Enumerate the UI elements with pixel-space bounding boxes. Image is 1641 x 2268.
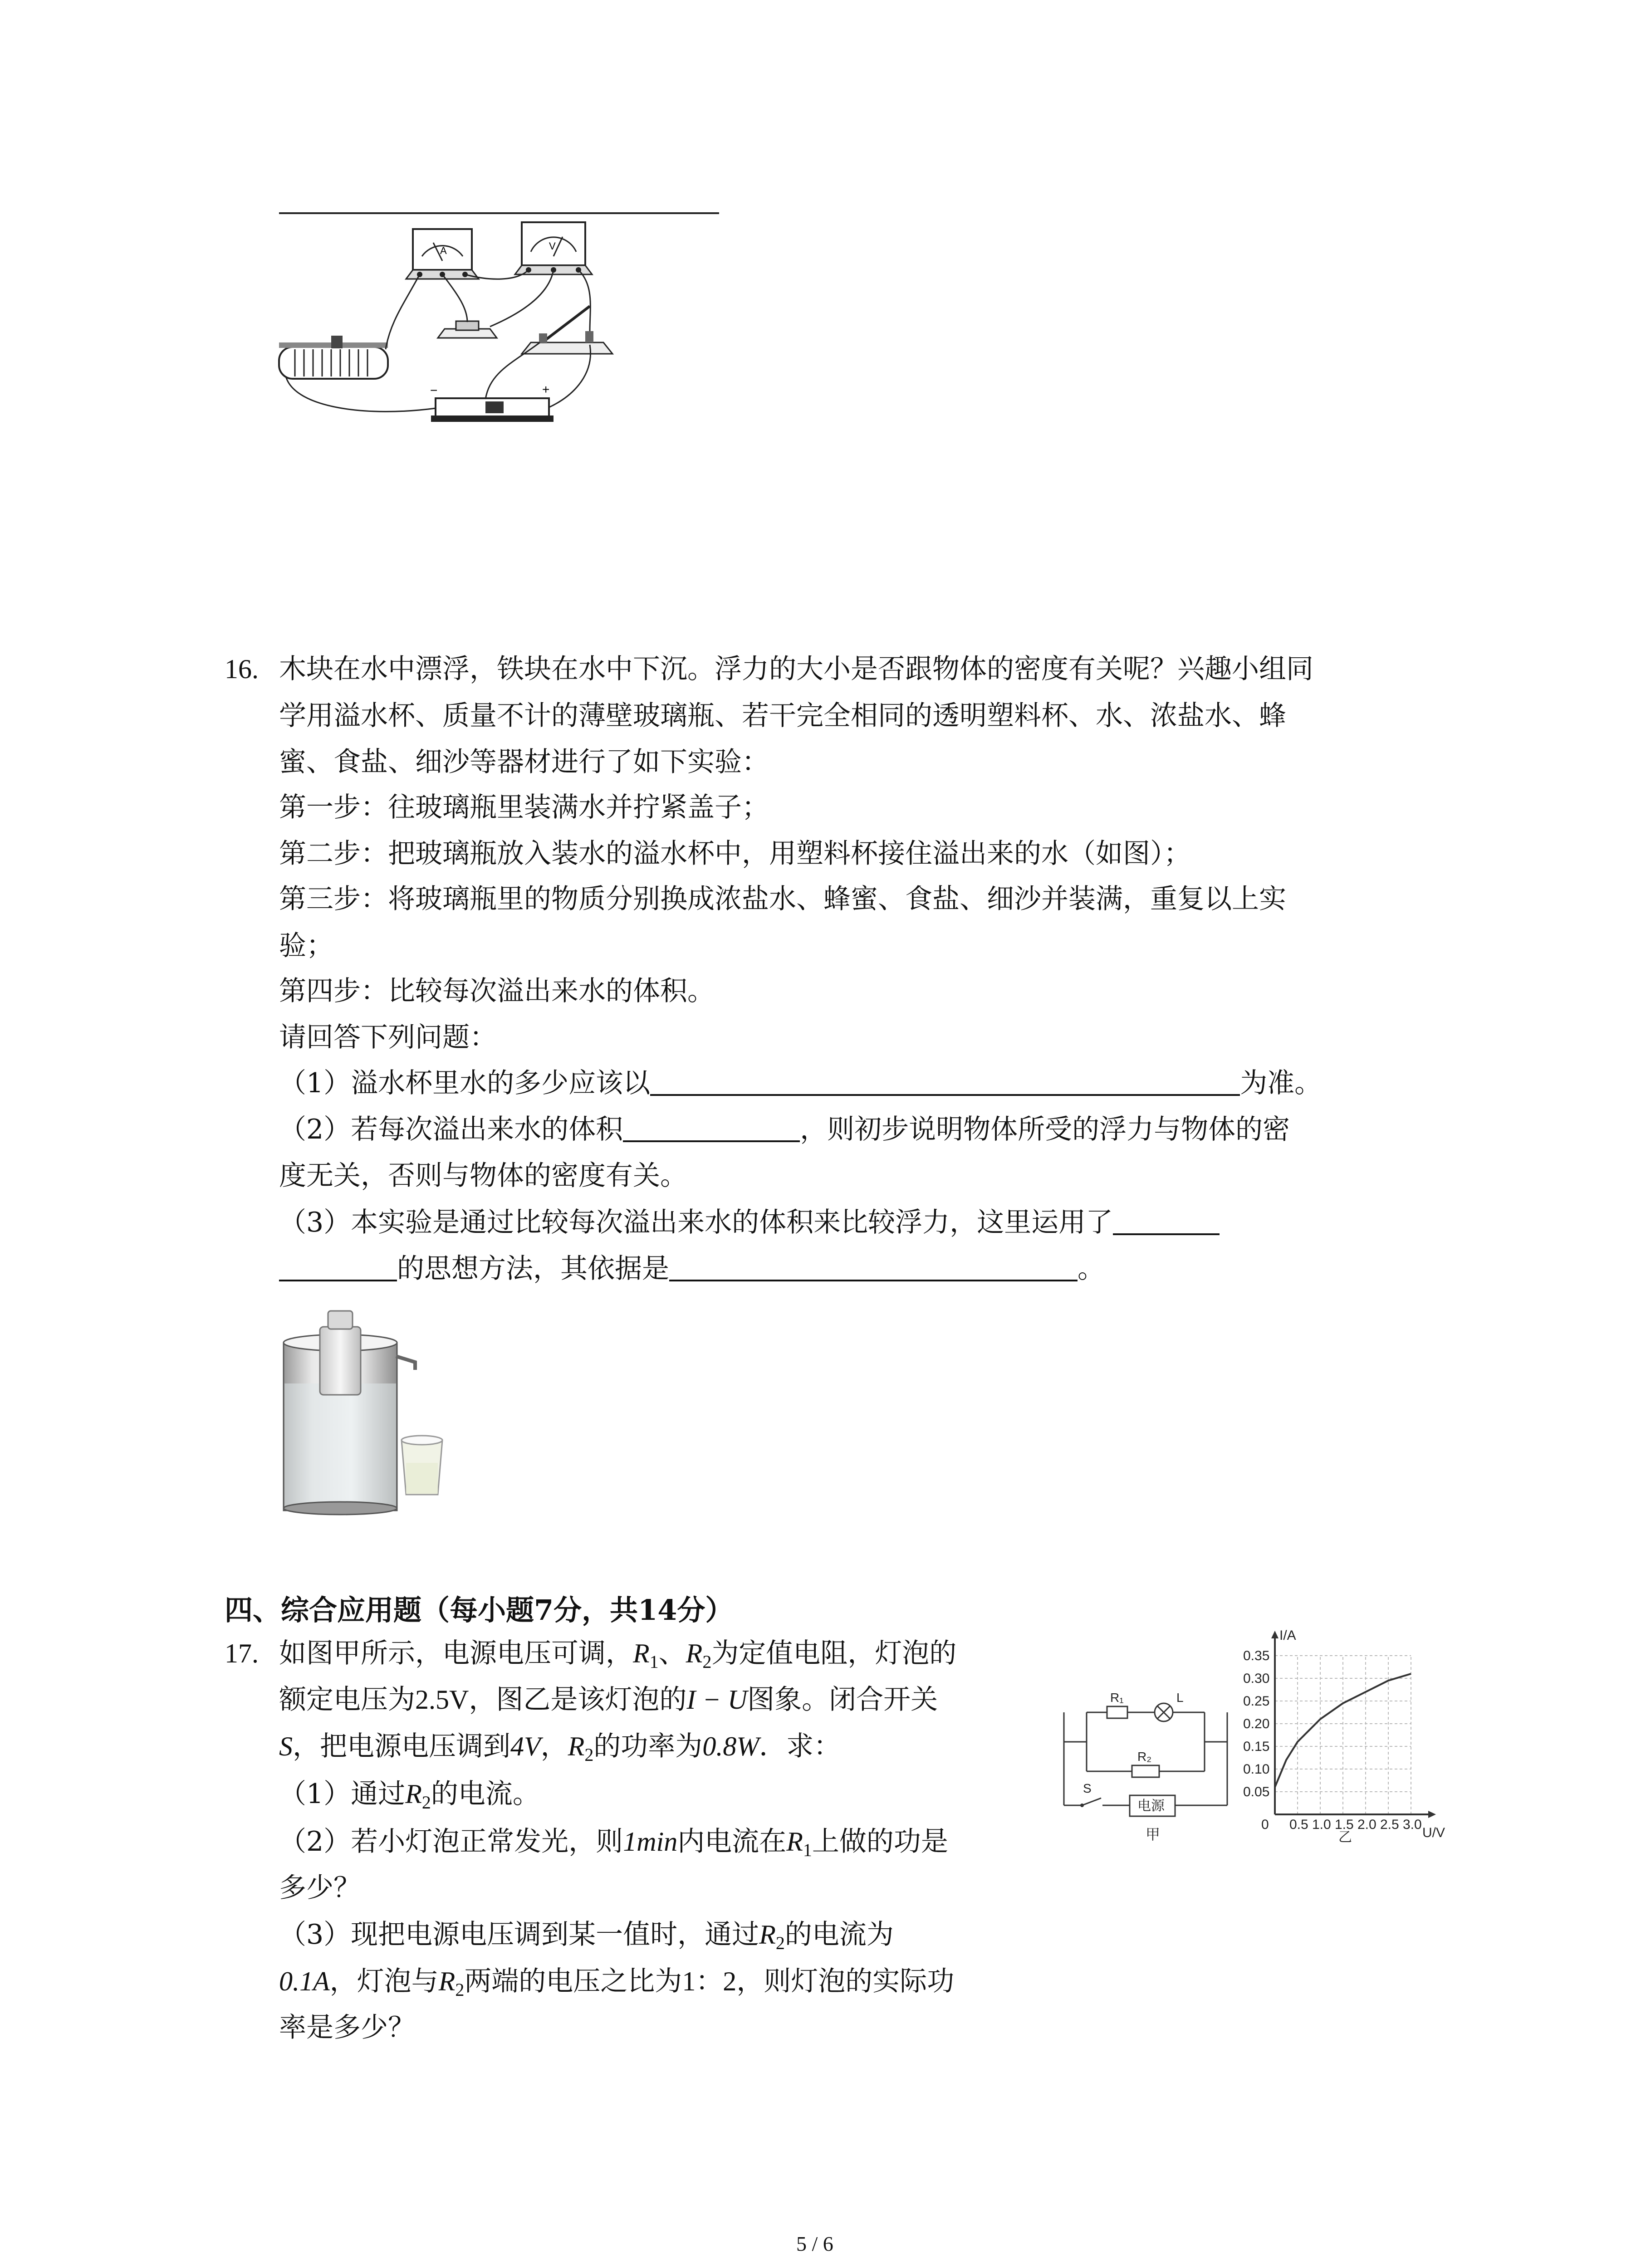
q17-r-symbol: R <box>759 1920 776 1950</box>
chart-caption: 乙 <box>1338 1830 1352 1845</box>
y-axis-label: I/A <box>1279 1628 1296 1643</box>
q17-p2-text-a: （2）若小灯泡正常发光，则 <box>279 1826 623 1857</box>
plastic-cup-icon <box>402 1436 442 1495</box>
q17-p3-text-a: （3）现把电源电压调到某一值时，通过 <box>279 1919 759 1950</box>
resistor-r1-icon <box>1107 1706 1127 1718</box>
q16-intro-line-3: 蜜、食盐、细沙等器材进行了如下实验： <box>279 746 769 778</box>
q17-p1-text-b: 的电流。 <box>431 1778 540 1810</box>
q17-l2-text-b: ，图乙是该灯泡的 <box>469 1684 687 1716</box>
q17-one-minute: 1min <box>623 1827 678 1857</box>
knife-switch-icon <box>522 306 612 354</box>
q17-p2-text-b: 内电流在 <box>677 1826 787 1857</box>
q17-l1-text-b: 为定值电阻，灯泡的 <box>711 1637 957 1669</box>
q16-prompt: 请回答下列问题： <box>279 1022 497 1053</box>
q17-sub-1: 1 <box>649 1652 659 1672</box>
power-source-label: 电源 <box>1137 1799 1165 1813</box>
q17-l3-text-b: 的功率为 <box>593 1730 703 1762</box>
electrical-apparatus-figure <box>277 218 622 440</box>
q16-part-3-text-b: 的思想方法，其依据是 <box>397 1253 669 1285</box>
q16-part-1 <box>279 1061 1322 1106</box>
q17-rated-voltage: 2.5V <box>415 1685 469 1715</box>
iu-curve <box>1275 1674 1411 1787</box>
q17-s-symbol: S <box>279 1731 293 1761</box>
q17-r-symbol: R <box>405 1779 422 1809</box>
q17-current-01a: 0.1A <box>279 1966 330 1996</box>
q17-p3-text-c: ，灯泡与 <box>329 1965 439 1997</box>
q17-p2-text-c: 上做的功是 <box>812 1826 948 1857</box>
q16-part-3-text: （3）本实验是通过比较每次溢出来水的体积来比较浮力，这里运用了 <box>279 1207 1113 1238</box>
q17-l2-text-a: 额定电压为 <box>279 1684 415 1716</box>
q16-part-2-text: （2）若每次溢出来水的体积 <box>279 1114 623 1145</box>
glass-bottle-icon <box>320 1311 361 1395</box>
overflow-cup-figure <box>279 1309 456 1517</box>
q17-p3-text-e: ，则灯泡的实际功 <box>736 1965 955 1997</box>
x-tick-label: 1.5 <box>1335 1817 1354 1832</box>
q17-r-symbol: R <box>633 1638 650 1668</box>
resistor-board-icon <box>438 321 497 338</box>
q17-sub-2: 2 <box>702 1652 712 1672</box>
q17-ratio: 1：2 <box>682 1966 737 1996</box>
q17-l3-text-c: ．求： <box>759 1730 841 1762</box>
q17-r-symbol: R <box>786 1827 803 1857</box>
q16-intro-line-1: 木块在水中漂浮，铁块在水中下沉。浮力的大小是否跟物体的密度有关呢？兴趣小组同 <box>279 653 1313 685</box>
q17-l1-text-a: 如图甲所示，电源电压可调， <box>279 1637 633 1669</box>
resistor-r2-icon <box>1132 1765 1159 1777</box>
y-tick-label: 0.05 <box>1243 1784 1270 1799</box>
q16-part-3-blank-a[interactable] <box>1113 1206 1220 1235</box>
x-tick-label: 3.0 <box>1403 1817 1422 1832</box>
q16-part-3-blank-c[interactable] <box>669 1252 1078 1281</box>
svg-text:−: − <box>430 383 438 397</box>
svg-text:+: + <box>542 382 550 396</box>
q17-iu-symbol: I − U <box>686 1685 748 1715</box>
q16-part-3-cont <box>279 1246 1105 1291</box>
q17-part-3-line-3: 率是多少？ <box>279 2012 415 2043</box>
q17-line-3 <box>279 1724 841 1769</box>
y-tick-label: 0.15 <box>1243 1739 1270 1754</box>
q17-line-1 <box>279 1631 956 1676</box>
circuit-caption: 甲 <box>1146 1826 1161 1843</box>
q16-part-1-text: （1）溢水杯里水的多少应该以 <box>279 1067 651 1099</box>
origin-label: 0 <box>1261 1817 1269 1832</box>
y-tick-label: 0.35 <box>1243 1648 1270 1663</box>
q16-step-3-cont: 验； <box>279 930 333 962</box>
q16-step-3: 第三步：将玻璃瓶里的物质分别换成浓盐水、蜂蜜、食盐、细沙并装满，重复以上实 <box>279 883 1286 915</box>
q16-part-3-blank-b[interactable] <box>279 1252 397 1281</box>
answer-blank-line <box>279 212 719 214</box>
q16-part-1-end: 为准。 <box>1240 1067 1322 1099</box>
rheostat-icon <box>279 336 388 379</box>
q16-part-2 <box>279 1107 1290 1152</box>
switch-icon <box>1080 1798 1101 1807</box>
q17-p3-text-b: 的电流为 <box>784 1919 894 1950</box>
q17-sub-2: 2 <box>421 1792 431 1813</box>
q16-part-2-end: ，则初步说明物体所受的浮力与物体的密 <box>800 1114 1290 1145</box>
q17-part-3 <box>279 1912 894 1957</box>
q17-voltage-4v: 4V <box>510 1731 541 1761</box>
q17-r-symbol: R <box>568 1731 585 1761</box>
q16-part-3 <box>279 1200 1220 1245</box>
x-axis-arrow <box>1428 1811 1436 1818</box>
q17-line-2 <box>279 1677 938 1722</box>
svg-text:V: V <box>549 240 556 252</box>
iu-chart <box>1234 1610 1461 1846</box>
q16-step-4: 第四步：比较每次溢出来水的体积。 <box>279 975 715 1007</box>
y-tick-label: 0.25 <box>1243 1694 1270 1709</box>
r2-label: R₂ <box>1137 1750 1152 1764</box>
q16-number: 16. <box>225 654 259 684</box>
q16-step-2: 第二步：把玻璃瓶放入装水的溢水杯中，用塑料杯接住溢出来的水（如图）； <box>279 838 1191 870</box>
lamp-icon <box>1155 1703 1173 1721</box>
q17-number: 17. <box>225 1638 259 1668</box>
svg-text:A: A <box>440 245 447 256</box>
q17-r-symbol: R <box>686 1638 703 1668</box>
q17-part-2-cont: 多少？ <box>279 1872 361 1904</box>
q17-r-symbol: R <box>438 1966 456 1996</box>
q17-power: 0.8W <box>702 1731 759 1761</box>
lamp-label: L <box>1176 1691 1184 1705</box>
section-4-title: 四、综合应用题（每小题7分，共14分） <box>225 1593 734 1627</box>
q17-p1-text-a: （1）通过 <box>279 1778 406 1810</box>
q17-part-2 <box>279 1819 948 1864</box>
q17-sub-2: 2 <box>584 1745 594 1765</box>
x-tick-label: 1.0 <box>1312 1817 1331 1832</box>
voltmeter-icon <box>515 222 592 274</box>
y-tick-label: 0.30 <box>1243 1671 1270 1686</box>
r1-label: R₁ <box>1110 1691 1124 1705</box>
q17-sub-1: 1 <box>803 1840 812 1860</box>
x-tick-label: 2.5 <box>1380 1817 1399 1832</box>
q17-part-1 <box>279 1771 540 1817</box>
q17-l2-text-c: 图象。闭合开关 <box>747 1684 938 1716</box>
q17-l3-text-a: ，把电源电压调到 <box>293 1730 510 1762</box>
ammeter-icon <box>406 229 479 279</box>
q17-p3-text-d: 两端的电压之比为 <box>464 1965 682 1997</box>
q17-sep: 、 <box>658 1637 686 1669</box>
q16-intro-line-2: 学用溢水杯、质量不计的薄壁玻璃瓶、若干完全相同的透明塑料杯、水、浓盐水、蜂 <box>279 700 1286 732</box>
x-tick-label: 2.0 <box>1357 1817 1376 1832</box>
y-tick-label: 0.10 <box>1243 1762 1270 1777</box>
q17-sub-2: 2 <box>455 1980 465 2000</box>
circuit-diagram <box>1059 1669 1236 1851</box>
q17-comma: ， <box>540 1730 568 1762</box>
q16-part-2-cont: 度无关，否则与物体的密度有关。 <box>279 1160 687 1192</box>
battery-icon <box>430 382 554 422</box>
q16-part-3-end: 。 <box>1078 1253 1105 1285</box>
x-tick-label: 0.5 <box>1289 1817 1308 1832</box>
y-axis-arrow <box>1271 1631 1279 1638</box>
q16-part-2-blank[interactable] <box>623 1113 800 1142</box>
y-tick-label: 0.20 <box>1243 1716 1270 1731</box>
q16-part-1-blank[interactable] <box>650 1067 1240 1096</box>
q16-step-1: 第一步：往玻璃瓶里装满水并拧紧盖子； <box>279 792 769 823</box>
x-axis-label: U/V <box>1422 1825 1445 1840</box>
q17-part-3-line-2 <box>279 1959 954 2004</box>
page-number: 5 / 6 <box>796 2232 833 2255</box>
q17-sub-2: 2 <box>775 1933 785 1953</box>
switch-label: S <box>1083 1781 1092 1795</box>
